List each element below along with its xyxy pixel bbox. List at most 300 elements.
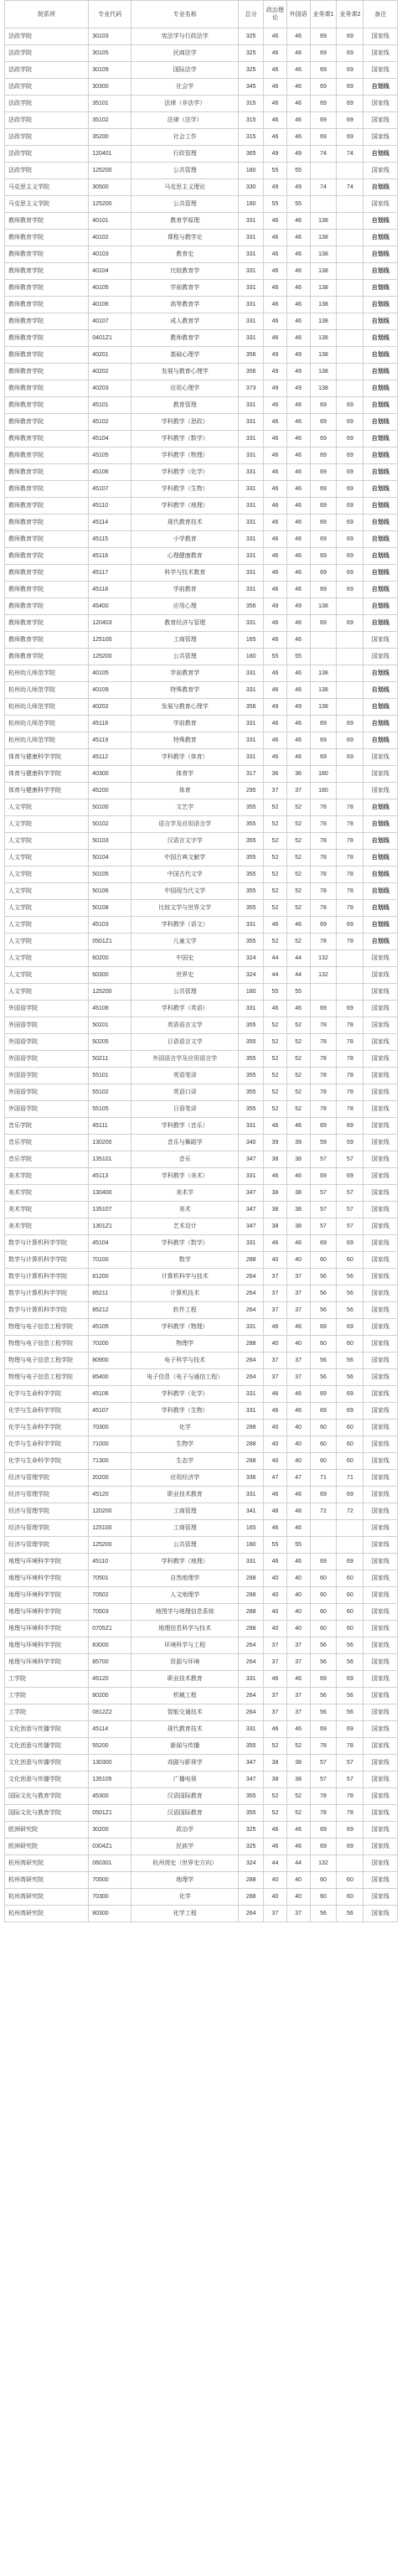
subject1-cell: 138 bbox=[310, 380, 337, 397]
major-cell: 应用经济学 bbox=[131, 1470, 239, 1487]
subject2-cell bbox=[337, 213, 363, 230]
language-cell: 46 bbox=[286, 732, 310, 749]
politics-cell: 44 bbox=[264, 950, 287, 967]
college-cell: 法政学院 bbox=[5, 129, 89, 146]
major-cell: 资源与环境 bbox=[131, 1654, 239, 1671]
code-cell: 70100 bbox=[89, 1252, 131, 1269]
major-cell: 学科教学（化学） bbox=[131, 1386, 239, 1403]
politics-cell: 52 bbox=[264, 900, 287, 917]
subject2-cell: 69 bbox=[337, 28, 363, 45]
major-cell: 美术学 bbox=[131, 1185, 239, 1202]
subject1-cell: 138 bbox=[310, 263, 337, 280]
language-cell: 46 bbox=[286, 79, 310, 96]
total-cell: 355 bbox=[239, 833, 264, 850]
total-cell: 356 bbox=[239, 699, 264, 716]
college-cell: 数学与计算机科学学院 bbox=[5, 1269, 89, 1285]
table-row bbox=[5, 1353, 398, 1369]
table-row bbox=[5, 783, 398, 799]
table-row bbox=[5, 1403, 398, 1420]
code-cell: 45119 bbox=[89, 732, 131, 749]
note-cell: 国家线 bbox=[363, 749, 398, 766]
major-cell: 英语语言文学 bbox=[131, 1017, 239, 1034]
code-cell: 40105 bbox=[89, 280, 131, 297]
subject2-cell: 78 bbox=[337, 866, 363, 883]
note-cell: 自划线 bbox=[363, 732, 398, 749]
major-cell: 比较文学与世界文学 bbox=[131, 900, 239, 917]
subject2-cell: 69 bbox=[337, 129, 363, 146]
code-cell: 40202 bbox=[89, 699, 131, 716]
language-cell: 38 bbox=[286, 1218, 310, 1235]
major-cell: 学科教学（物理） bbox=[131, 1319, 239, 1336]
college-cell: 经济与管理学院 bbox=[5, 1487, 89, 1503]
major-cell: 民商法学 bbox=[131, 45, 239, 62]
subject1-cell: 69 bbox=[310, 1168, 337, 1185]
table-row bbox=[5, 732, 398, 749]
subject1-cell: 78 bbox=[310, 1017, 337, 1034]
politics-cell: 37 bbox=[264, 1654, 287, 1671]
table-row bbox=[5, 263, 398, 280]
total-cell: 355 bbox=[239, 1068, 264, 1084]
note-cell: 自划线 bbox=[363, 816, 398, 833]
table-row bbox=[5, 1235, 398, 1252]
subject2-cell: 74 bbox=[337, 179, 363, 196]
total-cell: 324 bbox=[239, 950, 264, 967]
note-cell: 国家线 bbox=[363, 1353, 398, 1369]
language-cell: 37 bbox=[286, 1302, 310, 1319]
language-cell: 52 bbox=[286, 1788, 310, 1805]
major-cell: 基础心理学 bbox=[131, 347, 239, 364]
subject1-cell: 69 bbox=[310, 431, 337, 447]
politics-cell: 52 bbox=[264, 816, 287, 833]
note-cell: 自划线 bbox=[363, 397, 398, 414]
table-row bbox=[5, 1554, 398, 1570]
col-total-header: 总分 bbox=[239, 1, 264, 28]
language-cell: 49 bbox=[286, 179, 310, 196]
college-cell: 文化创意与传播学院 bbox=[5, 1738, 89, 1755]
politics-cell: 38 bbox=[264, 1218, 287, 1235]
table-row bbox=[5, 1520, 398, 1537]
major-cell: 计算机技术 bbox=[131, 1285, 239, 1302]
total-cell: 331 bbox=[239, 1554, 264, 1570]
subject2-cell: 69 bbox=[337, 917, 363, 934]
college-cell: 音乐学院 bbox=[5, 1151, 89, 1168]
language-cell: 46 bbox=[286, 515, 310, 531]
college-cell: 法政学院 bbox=[5, 79, 89, 96]
total-cell: 347 bbox=[239, 1202, 264, 1218]
total-cell: 355 bbox=[239, 1051, 264, 1068]
politics-cell: 38 bbox=[264, 1151, 287, 1168]
politics-cell: 52 bbox=[264, 866, 287, 883]
language-cell: 46 bbox=[286, 565, 310, 582]
total-cell: 331 bbox=[239, 263, 264, 280]
subject2-cell: 56 bbox=[337, 1269, 363, 1285]
politics-cell: 49 bbox=[264, 179, 287, 196]
major-cell: 数学 bbox=[131, 1252, 239, 1269]
note-cell: 国家线 bbox=[363, 1755, 398, 1772]
major-cell: 日语语言文学 bbox=[131, 1034, 239, 1051]
total-cell: 325 bbox=[239, 62, 264, 79]
note-cell: 国家线 bbox=[363, 1604, 398, 1621]
subject1-cell: 138 bbox=[310, 313, 337, 330]
major-cell: 音乐与舞蹈学 bbox=[131, 1135, 239, 1151]
note-cell: 自划线 bbox=[363, 665, 398, 682]
politics-cell: 46 bbox=[264, 246, 287, 263]
major-cell: 教育管理 bbox=[131, 397, 239, 414]
politics-cell: 46 bbox=[264, 665, 287, 682]
politics-cell: 37 bbox=[264, 1285, 287, 1302]
total-cell: 331 bbox=[239, 481, 264, 498]
language-cell: 46 bbox=[286, 45, 310, 62]
subject2-cell: 69 bbox=[337, 1721, 363, 1738]
total-cell: 347 bbox=[239, 1755, 264, 1772]
note-cell: 国家线 bbox=[363, 1218, 398, 1235]
college-cell: 经济与管理学院 bbox=[5, 1503, 89, 1520]
politics-cell: 52 bbox=[264, 1068, 287, 1084]
politics-cell: 52 bbox=[264, 1738, 287, 1755]
college-cell: 地理与环境科学学院 bbox=[5, 1637, 89, 1654]
language-cell: 40 bbox=[286, 1570, 310, 1587]
language-cell: 40 bbox=[286, 1604, 310, 1621]
note-cell: 国家线 bbox=[363, 1537, 398, 1554]
subject2-cell bbox=[337, 1855, 363, 1872]
total-cell: 331 bbox=[239, 414, 264, 431]
college-cell: 外国语学院 bbox=[5, 1084, 89, 1101]
language-cell: 46 bbox=[286, 213, 310, 230]
subject2-cell: 69 bbox=[337, 431, 363, 447]
major-cell: 学科教学（数学） bbox=[131, 431, 239, 447]
major-cell: 汉语言文字学 bbox=[131, 833, 239, 850]
politics-cell: 46 bbox=[264, 1118, 287, 1135]
note-cell: 自划线 bbox=[363, 866, 398, 883]
college-cell: 美术学院 bbox=[5, 1218, 89, 1235]
subject2-cell bbox=[337, 280, 363, 297]
table-row bbox=[5, 565, 398, 582]
politics-cell: 37 bbox=[264, 1637, 287, 1654]
code-cell: 45300 bbox=[89, 1788, 131, 1805]
subject1-cell: 132 bbox=[310, 967, 337, 984]
total-cell: 288 bbox=[239, 1570, 264, 1587]
college-cell: 教师教育学院 bbox=[5, 414, 89, 431]
note-cell: 国家线 bbox=[363, 1906, 398, 1922]
subject1-cell: 60 bbox=[310, 1252, 337, 1269]
subject1-cell: 138 bbox=[310, 665, 337, 682]
major-cell: 社会工作 bbox=[131, 129, 239, 146]
subject1-cell: 78 bbox=[310, 934, 337, 950]
total-cell: 331 bbox=[239, 1671, 264, 1688]
major-cell: 环境科学与工程 bbox=[131, 1637, 239, 1654]
college-cell: 教师教育学院 bbox=[5, 263, 89, 280]
college-cell: 法政学院 bbox=[5, 62, 89, 79]
code-cell: 70300 bbox=[89, 1420, 131, 1436]
note-cell: 国家线 bbox=[363, 163, 398, 179]
total-cell: 264 bbox=[239, 1906, 264, 1922]
subject2-cell: 72 bbox=[337, 1503, 363, 1520]
language-cell: 55 bbox=[286, 1537, 310, 1554]
major-cell: 中国古代文学 bbox=[131, 866, 239, 883]
language-cell: 40 bbox=[286, 1872, 310, 1889]
major-cell: 新闻与传播 bbox=[131, 1738, 239, 1755]
college-cell: 杭州幼儿师范学院 bbox=[5, 665, 89, 682]
table-row bbox=[5, 1805, 398, 1822]
total-cell: 288 bbox=[239, 1872, 264, 1889]
language-cell: 38 bbox=[286, 1185, 310, 1202]
language-cell: 37 bbox=[286, 1704, 310, 1721]
college-cell: 法政学院 bbox=[5, 96, 89, 112]
subject1-cell: 78 bbox=[310, 883, 337, 900]
subject2-cell: 78 bbox=[337, 1034, 363, 1051]
note-cell: 国家线 bbox=[363, 1135, 398, 1151]
table-row bbox=[5, 1319, 398, 1336]
subject2-cell bbox=[337, 163, 363, 179]
subject1-cell: 69 bbox=[310, 1839, 337, 1855]
table-row bbox=[5, 230, 398, 246]
note-cell: 国家线 bbox=[363, 1051, 398, 1068]
code-cell: 40107 bbox=[89, 313, 131, 330]
language-cell: 46 bbox=[286, 129, 310, 146]
subject1-cell: 56 bbox=[310, 1302, 337, 1319]
major-cell: 生态学 bbox=[131, 1453, 239, 1470]
table-row bbox=[5, 414, 398, 431]
major-cell: 汉语国际教育 bbox=[131, 1805, 239, 1822]
major-cell: 学科教学（体育） bbox=[131, 749, 239, 766]
table-row bbox=[5, 833, 398, 850]
table-row bbox=[5, 850, 398, 866]
language-cell: 46 bbox=[286, 1822, 310, 1839]
subject1-cell: 69 bbox=[310, 1487, 337, 1503]
subject2-cell: 78 bbox=[337, 1017, 363, 1034]
total-cell: 347 bbox=[239, 1772, 264, 1788]
table-row bbox=[5, 146, 398, 163]
total-cell: 331 bbox=[239, 682, 264, 699]
table-row bbox=[5, 917, 398, 934]
code-cell: 45104 bbox=[89, 1235, 131, 1252]
subject1-cell: 69 bbox=[310, 917, 337, 934]
subject2-cell bbox=[337, 364, 363, 380]
major-cell: 学科教学（语文） bbox=[131, 917, 239, 934]
politics-cell: 37 bbox=[264, 1302, 287, 1319]
language-cell: 46 bbox=[286, 414, 310, 431]
note-cell: 国家线 bbox=[363, 1721, 398, 1738]
subject1-cell: 78 bbox=[310, 799, 337, 816]
table-row bbox=[5, 196, 398, 213]
major-cell: 计算机科学与技术 bbox=[131, 1269, 239, 1285]
language-cell: 52 bbox=[286, 900, 310, 917]
code-cell: 45103 bbox=[89, 917, 131, 934]
note-cell: 国家线 bbox=[363, 1269, 398, 1285]
total-cell: 331 bbox=[239, 330, 264, 347]
subject1-cell: 74 bbox=[310, 179, 337, 196]
language-cell: 52 bbox=[286, 866, 310, 883]
subject1-cell: 138 bbox=[310, 213, 337, 230]
total-cell: 347 bbox=[239, 1218, 264, 1235]
politics-cell: 49 bbox=[264, 380, 287, 397]
college-cell: 地理与环境科学学院 bbox=[5, 1554, 89, 1570]
note-cell: 国家线 bbox=[363, 45, 398, 62]
table-row bbox=[5, 1135, 398, 1151]
note-cell: 自划线 bbox=[363, 297, 398, 313]
code-cell: 45108 bbox=[89, 1001, 131, 1017]
language-cell: 40 bbox=[286, 1420, 310, 1436]
college-cell: 地理与环境科学学院 bbox=[5, 1654, 89, 1671]
politics-cell: 46 bbox=[264, 129, 287, 146]
note-cell: 国家线 bbox=[363, 783, 398, 799]
note-cell: 自划线 bbox=[363, 598, 398, 615]
language-cell: 40 bbox=[286, 1889, 310, 1906]
language-cell: 40 bbox=[286, 1252, 310, 1269]
subject1-cell: 60 bbox=[310, 1872, 337, 1889]
table-header bbox=[5, 1, 398, 28]
code-cell: 45112 bbox=[89, 749, 131, 766]
subject2-cell: 69 bbox=[337, 79, 363, 96]
subject1-cell: 56 bbox=[310, 1688, 337, 1704]
code-cell: 45120 bbox=[89, 1487, 131, 1503]
subject1-cell: 69 bbox=[310, 531, 337, 548]
code-cell: 130300 bbox=[89, 1755, 131, 1772]
note-cell: 国家线 bbox=[363, 1872, 398, 1889]
subject2-cell: 78 bbox=[337, 1084, 363, 1101]
politics-cell: 40 bbox=[264, 1570, 287, 1587]
politics-cell: 49 bbox=[264, 364, 287, 380]
subject1-cell bbox=[310, 1520, 337, 1537]
subject1-cell: 69 bbox=[310, 732, 337, 749]
college-cell: 教师教育学院 bbox=[5, 598, 89, 615]
code-cell: 80300 bbox=[89, 1906, 131, 1922]
language-cell: 37 bbox=[286, 1637, 310, 1654]
subject1-cell: 69 bbox=[310, 716, 337, 732]
code-cell: 125200 bbox=[89, 1537, 131, 1554]
college-cell: 欧洲研究院 bbox=[5, 1822, 89, 1839]
politics-cell: 55 bbox=[264, 649, 287, 665]
subject2-cell: 78 bbox=[337, 1788, 363, 1805]
table-row bbox=[5, 984, 398, 1001]
code-cell: 45115 bbox=[89, 531, 131, 548]
note-cell: 国家线 bbox=[363, 1185, 398, 1202]
total-cell: 331 bbox=[239, 1168, 264, 1185]
code-cell: 45113 bbox=[89, 1168, 131, 1185]
major-cell: 汉语国际教育 bbox=[131, 1788, 239, 1805]
total-cell: 355 bbox=[239, 1805, 264, 1822]
table-row bbox=[5, 632, 398, 649]
politics-cell: 39 bbox=[264, 1135, 287, 1151]
language-cell: 46 bbox=[286, 548, 310, 565]
politics-cell: 52 bbox=[264, 799, 287, 816]
table-row bbox=[5, 1285, 398, 1302]
note-cell: 国家线 bbox=[363, 1252, 398, 1269]
table-row bbox=[5, 1604, 398, 1621]
note-cell: 国家线 bbox=[363, 1068, 398, 1084]
table-row bbox=[5, 1185, 398, 1202]
college-cell: 欧洲研究院 bbox=[5, 1839, 89, 1855]
politics-cell: 46 bbox=[264, 414, 287, 431]
subject2-cell bbox=[337, 297, 363, 313]
language-cell: 40 bbox=[286, 1587, 310, 1604]
table-row bbox=[5, 1772, 398, 1788]
major-cell: 公共管理 bbox=[131, 649, 239, 665]
table-row bbox=[5, 96, 398, 112]
code-cell: 70200 bbox=[89, 1336, 131, 1353]
subject2-cell: 78 bbox=[337, 833, 363, 850]
total-cell: 264 bbox=[239, 1654, 264, 1671]
college-cell: 杭州幼儿师范学院 bbox=[5, 732, 89, 749]
total-cell: 288 bbox=[239, 1252, 264, 1269]
major-cell: 软件工程 bbox=[131, 1302, 239, 1319]
college-cell: 人文学院 bbox=[5, 900, 89, 917]
language-cell: 46 bbox=[286, 582, 310, 598]
subject1-cell: 71 bbox=[310, 1470, 337, 1487]
language-cell: 40 bbox=[286, 1453, 310, 1470]
subject1-cell: 78 bbox=[310, 850, 337, 866]
college-cell: 马克思主义学院 bbox=[5, 179, 89, 196]
college-cell: 人文学院 bbox=[5, 950, 89, 967]
table-row bbox=[5, 682, 398, 699]
code-cell: 40104 bbox=[89, 263, 131, 280]
language-cell: 52 bbox=[286, 934, 310, 950]
subject2-cell: 69 bbox=[337, 531, 363, 548]
subject1-cell: 138 bbox=[310, 682, 337, 699]
note-cell: 国家线 bbox=[363, 984, 398, 1001]
politics-cell: 55 bbox=[264, 1537, 287, 1554]
subject1-cell: 69 bbox=[310, 1001, 337, 1017]
code-cell: 50105 bbox=[89, 866, 131, 883]
language-cell: 46 bbox=[286, 297, 310, 313]
language-cell: 37 bbox=[286, 1285, 310, 1302]
major-cell: 美术 bbox=[131, 1202, 239, 1218]
college-cell: 地理与环境科学学院 bbox=[5, 1621, 89, 1637]
code-cell: 45101 bbox=[89, 397, 131, 414]
major-cell: 中国史 bbox=[131, 950, 239, 967]
note-cell: 国家线 bbox=[363, 1101, 398, 1118]
subject2-cell: 69 bbox=[337, 481, 363, 498]
college-cell: 法政学院 bbox=[5, 163, 89, 179]
major-cell: 化学 bbox=[131, 1889, 239, 1906]
language-cell: 46 bbox=[286, 263, 310, 280]
subject1-cell: 138 bbox=[310, 347, 337, 364]
note-cell: 自划线 bbox=[363, 246, 398, 263]
subject2-cell: 60 bbox=[337, 1587, 363, 1604]
total-cell: 288 bbox=[239, 1587, 264, 1604]
table-row bbox=[5, 1637, 398, 1654]
note-cell: 自划线 bbox=[363, 900, 398, 917]
major-cell: 地图学与地理信息系统 bbox=[131, 1604, 239, 1621]
language-cell: 46 bbox=[286, 313, 310, 330]
subject2-cell: 69 bbox=[337, 1386, 363, 1403]
politics-cell: 40 bbox=[264, 1436, 287, 1453]
major-cell: 法律（非法学） bbox=[131, 96, 239, 112]
table-row bbox=[5, 112, 398, 129]
politics-cell: 46 bbox=[264, 464, 287, 481]
note-cell: 自划线 bbox=[363, 917, 398, 934]
subject1-cell: 78 bbox=[310, 1738, 337, 1755]
subject2-cell: 59 bbox=[337, 1135, 363, 1151]
table-row bbox=[5, 699, 398, 716]
major-cell: 民族学 bbox=[131, 1839, 239, 1855]
politics-cell: 52 bbox=[264, 1051, 287, 1068]
politics-cell: 46 bbox=[264, 565, 287, 582]
note-cell: 国家线 bbox=[363, 96, 398, 112]
note-cell: 自划线 bbox=[363, 313, 398, 330]
code-cell: 45102 bbox=[89, 414, 131, 431]
major-cell: 比较教育学 bbox=[131, 263, 239, 280]
major-cell: 生物学 bbox=[131, 1436, 239, 1453]
total-cell: 331 bbox=[239, 1118, 264, 1135]
politics-cell: 55 bbox=[264, 196, 287, 213]
major-cell: 学科教学（地理） bbox=[131, 1554, 239, 1570]
note-cell: 国家线 bbox=[363, 1805, 398, 1822]
language-cell: 38 bbox=[286, 1772, 310, 1788]
major-cell: 地理学 bbox=[131, 1872, 239, 1889]
language-cell: 49 bbox=[286, 598, 310, 615]
table-row bbox=[5, 62, 398, 79]
